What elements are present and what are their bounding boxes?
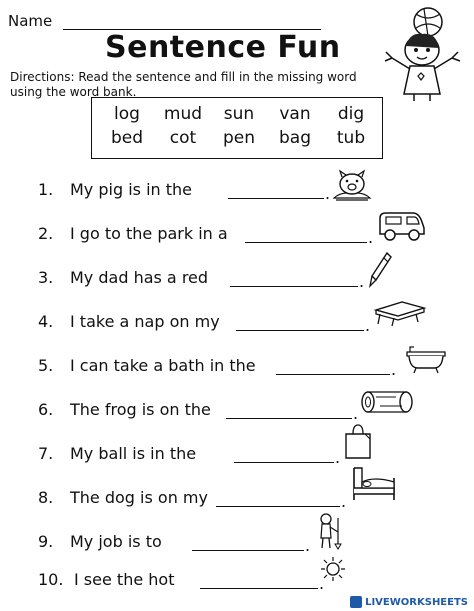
sentence-period: . <box>391 360 397 379</box>
footer-brand <box>350 595 468 609</box>
sentence-row <box>0 220 474 254</box>
sentence-number: 5. <box>38 356 54 375</box>
sentence-period: . <box>368 228 374 247</box>
answer-blank[interactable] <box>200 588 318 589</box>
footer-brand-text: LIVEWORKSHEETS <box>365 596 468 608</box>
sentence-text: I see the hot <box>74 570 175 589</box>
sentence-text: My dad has a red <box>70 268 209 287</box>
word-bank-word: dig <box>337 104 365 124</box>
answer-blank[interactable] <box>276 374 390 375</box>
word-bank-word: bag <box>279 128 311 148</box>
word-bank <box>91 97 383 159</box>
name-label: Name <box>8 12 53 30</box>
sentence-row <box>0 176 474 210</box>
word-bank-word: van <box>279 104 311 124</box>
sentence-row <box>0 440 474 474</box>
answer-blank[interactable] <box>245 242 367 243</box>
sentence-number: 6. <box>38 400 54 419</box>
directions-text: Directions: Read the sentence and fill in the missing word using the word bank. <box>10 70 357 99</box>
sentence-period: . <box>335 448 341 467</box>
sentence-text: My pig is in the <box>70 180 192 199</box>
answer-blank[interactable] <box>228 198 324 199</box>
sentence-number: 3. <box>38 268 54 287</box>
word-bank-word: bed <box>110 128 144 148</box>
word-bank-word: cot <box>169 128 197 148</box>
sentence-text: The frog is on the <box>70 400 211 419</box>
sentence-text: My job is to <box>70 532 162 551</box>
answer-blank[interactable] <box>192 550 304 551</box>
sentence-number: 9. <box>38 532 54 551</box>
page-title: Sentence Fun <box>105 30 341 65</box>
sentence-text: The dog is on my <box>70 488 208 507</box>
sentence-row <box>0 396 474 430</box>
answer-blank[interactable] <box>236 330 364 331</box>
sentence-text: I go to the park in a <box>70 224 228 243</box>
pig-icon <box>330 168 374 204</box>
boy-digging-icon <box>314 512 344 552</box>
liveworksheets-logo-icon <box>350 596 362 608</box>
sentence-row <box>0 484 474 518</box>
word-bank-word: pen <box>222 128 256 148</box>
log-icon <box>360 386 416 418</box>
sentence-row <box>0 308 474 342</box>
sentence-number: 2. <box>38 224 54 243</box>
sentence-row <box>0 352 474 386</box>
sentence-period: . <box>305 536 311 555</box>
sentence-number: 1. <box>38 180 54 199</box>
bathtub-icon <box>404 344 448 374</box>
cot-icon <box>372 296 428 328</box>
answer-blank[interactable] <box>230 286 358 287</box>
word-bank-word: sun <box>223 104 255 124</box>
sentence-number: 4. <box>38 312 54 331</box>
sun-icon <box>320 556 346 582</box>
answer-blank[interactable] <box>216 506 340 507</box>
bag-icon <box>343 422 373 460</box>
sentence-period: . <box>359 272 365 291</box>
sentence-period: . <box>325 184 331 203</box>
word-bank-word: log <box>114 104 140 124</box>
sentence-number: 8. <box>38 488 54 507</box>
sentence-text: My ball is in the <box>70 444 197 463</box>
sentence-row <box>0 528 474 562</box>
girl-with-ball-icon <box>380 6 466 102</box>
sentence-number: 7. <box>38 444 54 463</box>
sentence-period: . <box>353 404 359 423</box>
sentence-period: . <box>365 316 371 335</box>
word-bank-word: tub <box>336 128 366 148</box>
sentence-row <box>0 264 474 298</box>
answer-blank[interactable] <box>234 462 334 463</box>
answer-blank[interactable] <box>226 418 352 419</box>
sentence-number: 10. <box>38 570 64 589</box>
sentence-text: I take a nap on my <box>70 312 220 331</box>
van-icon <box>377 208 427 244</box>
sentence-period: . <box>341 492 347 511</box>
word-bank-word: mud <box>163 104 203 124</box>
pen-icon <box>368 250 394 290</box>
sentence-text: I can take a bath in the <box>70 356 256 375</box>
bed-icon <box>350 464 398 504</box>
sentence-period: . <box>319 574 325 593</box>
